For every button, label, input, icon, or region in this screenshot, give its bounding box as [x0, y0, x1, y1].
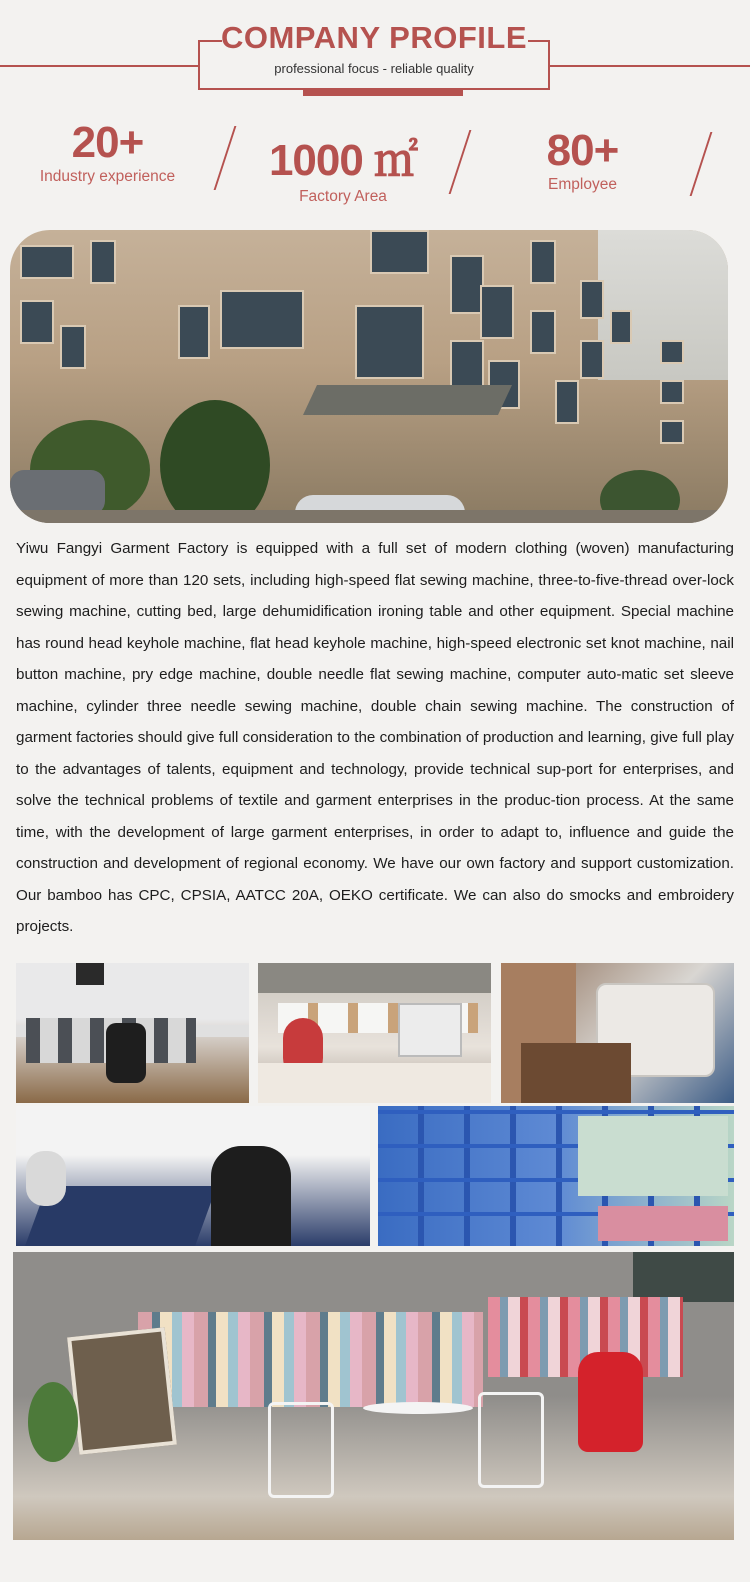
stat-label: Employee: [548, 176, 617, 193]
stat-experience: [20, 118, 195, 186]
stat-divider: [690, 132, 713, 196]
stat-value: 20+: [71, 118, 144, 167]
page-subtitle: professional focus - reliable quality: [274, 61, 474, 76]
stat-value: 1000 ㎡: [268, 136, 418, 185]
showroom-photo: [13, 1252, 734, 1540]
stat-employee: [505, 126, 660, 194]
factory-building-photo: [10, 230, 728, 523]
company-description: Yiwu Fangyi Garment Factory is equipped with a full set of modern clothing (woven) manufacturing equipment of more than 120 sets, including high-speed flat sewing machine, three-to-five-thread over-lock sewing machine, cutting bed, large dehumidification ironing table and other equipment. Special machine has round head keyhole machine, flat head keyhole machine, high-speed electronic set knot machine, nail button machine, pry edge machine, double needle flat sewing machine, computer auto-matic set sleeve machine, cylinder three needle sewing machine, double chain sewing machine. The construction of garment factories should give full consideration to the combination of production and learning, give full play to the advantages of talents, equipment and technology, provide technical sup-port for enterprises, and solve the technical problems of textile and garment enterprises in the produc-tion process. At the same time, with the development of large garment enterprises, in order to adapt to, influence and guide the construction and development of regional economy. We have our own factory and support customization. Our bamboo has CPC, CPSIA, AATCC 20A, OEKO certificate. We can also do smocks and embroidery projects.: [16, 540, 734, 935]
header-accent-bar: [303, 88, 463, 96]
cutting-table-photo: [16, 1106, 370, 1246]
stat-label: Factory Area: [299, 188, 387, 205]
sewing-workshop-photo: [258, 963, 491, 1103]
stat-value: 80+: [546, 126, 619, 175]
stat-divider: [214, 126, 237, 190]
header-rule-left: [0, 65, 198, 67]
page-title: COMPANY PROFILE: [220, 20, 528, 55]
fabric-warehouse-photo: [378, 1106, 734, 1246]
stat-label: Industry experience: [39, 168, 176, 185]
stat-factory-area: [258, 124, 428, 206]
stat-divider: [449, 130, 472, 194]
header-rule-right: [550, 65, 750, 67]
office-photo: [16, 963, 249, 1103]
sewing-machine-photo: [501, 963, 734, 1103]
